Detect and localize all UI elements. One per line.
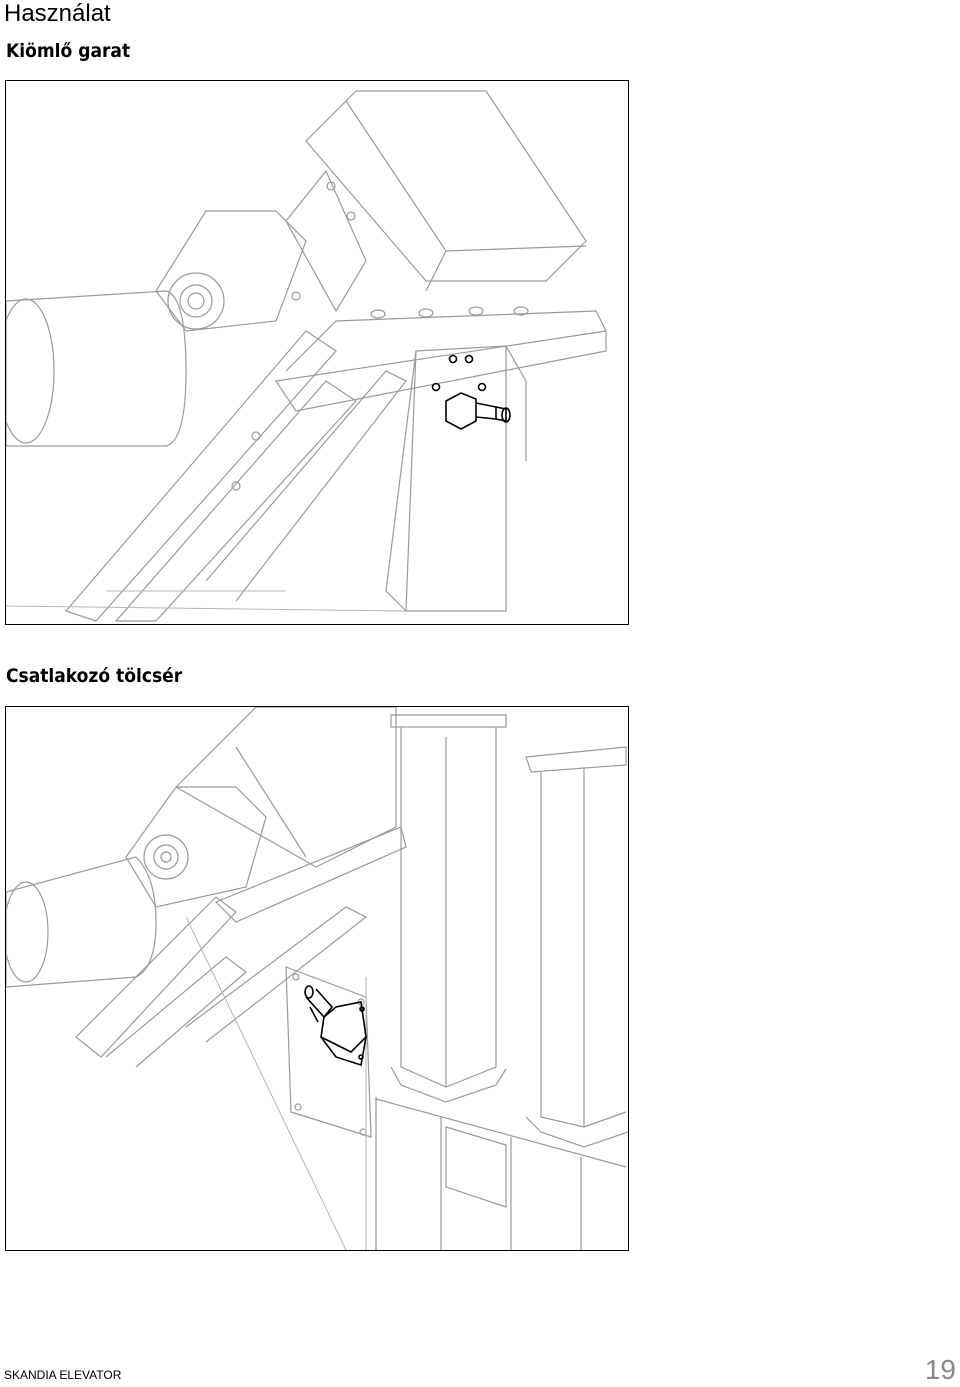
motor-drawing (6, 857, 156, 987)
frame-drawing (6, 171, 606, 621)
footer-brand: SKANDIA ELEVATOR (4, 1368, 122, 1382)
columns-drawing (391, 715, 628, 1147)
section-heading-discharge-hopper: Kiömlő garat (6, 40, 131, 62)
page-number: 19 (924, 1354, 956, 1385)
chute-drawing (386, 346, 526, 611)
base-frame-drawing (186, 917, 626, 1250)
highlighted-fitting (433, 356, 511, 430)
discharge-hopper-illustration (5, 80, 629, 625)
gearbox-drawing (156, 211, 306, 331)
upper-housing-drawing (306, 91, 586, 291)
highlighted-funnel (305, 986, 366, 1065)
mounting-plate-drawing (286, 967, 371, 1137)
motor-drawing (6, 291, 186, 446)
page-title: Használat (4, 0, 111, 27)
connecting-funnel-illustration (5, 706, 629, 1251)
gearbox-drawing (126, 787, 266, 907)
section-heading-connecting-funnel: Csatlakozó tölcsér (6, 665, 183, 687)
